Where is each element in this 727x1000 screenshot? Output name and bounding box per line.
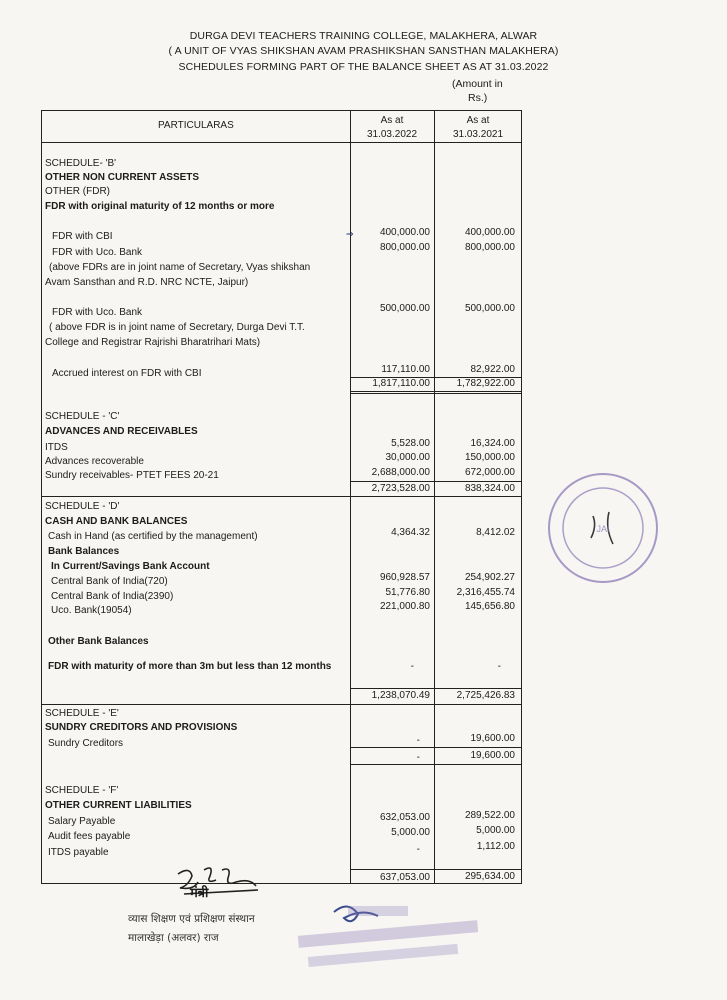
value-2021: - [497,661,501,672]
other-bank-heading: Other Bank Balances [48,636,149,647]
row-label: Advances recoverable [45,456,144,467]
value-2021: 1,112.00 [476,841,515,852]
value-2022: 221,000.80 [379,601,430,612]
fdr-note: (above FDRs are in joint name of Secretary, Vyas shikshan [49,262,311,273]
value-2021: 254,902.27 [464,572,515,583]
value-2021: 150,000.00 [464,452,515,463]
stamp-line-2: मालाखेड़ा (अलवर) राज [128,932,219,944]
column-divider [350,110,351,884]
value-2021: 16,324.00 [470,438,515,449]
institution-stamp [128,910,288,950]
total-2021: 1,782,922.00 [456,378,515,389]
schedule-b-heading: FDR with original maturity of 12 months or more [45,201,275,212]
total-2022: 1,817,110.00 [372,378,430,389]
fdr-note: Avam Sansthan and R.D. NRC NCTE, Jaipur) [45,277,249,288]
total-rule [350,764,522,765]
value-2022: 632,053.00 [379,812,430,823]
total-rule [350,391,522,392]
college-name: DURGA DEVI TEACHERS TRAINING COLLEGE, MALAKHERA, ALWAR [189,30,538,42]
current-savings-heading: In Current/Savings Bank Account [51,561,210,572]
col-2022-header-line1: As at [380,115,404,126]
value-2022: - [410,661,414,672]
value-2022: 117,110.00 [381,364,430,375]
value-2021: 400,000.00 [464,227,515,238]
total-rule [350,869,522,870]
document-title: SCHEDULES FORMING PART OF THE BALANCE SHEET AS AT 31.03.2022 [178,61,549,73]
schedule-b-title: OTHER NON CURRENT ASSETS [45,172,200,183]
total-rule [350,393,522,394]
svg-text:JAI: JAI [596,524,610,534]
row-label: ITDS payable [48,847,109,858]
signature-icon [170,860,270,908]
unit-line: ( A UNIT OF VYAS SHIKSHAN AVAM PRASHIKSHAN SANSTHAN MALAKHERA) [168,45,559,57]
fdr-note: ( above FDR is in joint name of Secretary, Durga Devi T.T. [49,322,305,333]
tick-mark-icon: ⇒ [346,229,354,239]
total-rule [350,481,522,482]
section-divider [41,496,522,497]
value-2021: 19,600.00 [470,733,515,744]
fdr-maturity-label: FDR with maturity of more than 3m but less than 12 months [48,661,332,672]
value-2022: 2,688,000.00 [371,467,430,478]
row-label: Accrued interest on FDR with CBI [52,368,202,379]
value-2022: 5,528.00 [391,438,430,449]
value-2021: 500,000.00 [464,303,515,314]
total-2022: 637,053.00 [379,872,430,883]
value-2022: 960,928.57 [379,572,430,583]
total-2021: 2,725,426.83 [456,690,515,701]
mantri-label: मंत्री [190,886,209,901]
row-label: Sundry Creditors [48,738,124,749]
total-2022: 2,723,528.00 [371,483,430,494]
total-2022: - [416,752,420,763]
schedule-f-title: OTHER CURRENT LIABILITIES [45,800,192,811]
total-2022: 1,238,070.49 [371,690,430,701]
value-2022: - [416,735,420,746]
value-2021: 800,000.00 [464,242,515,253]
particulars-header: PARTICULARAS [158,120,234,131]
total-2021: 295,634.00 [464,871,515,882]
total-2021: 838,324.00 [464,483,515,494]
row-label: Sundry receivables- PTET FEES 20-21 [45,470,219,481]
value-2021: 5,000.00 [476,825,515,836]
value-2021: 82,922.00 [470,364,515,375]
column-divider [434,110,435,884]
value-2022: 400,000.00 [379,227,430,238]
row-label: Cash in Hand (as certified by the management) [48,531,258,542]
value-2022: 30,000.00 [385,452,430,463]
fdr-note: College and Registrar Rajrishi Bharatrihari Mats) [45,337,261,348]
row-label: Audit fees payable [48,831,131,842]
total-rule [350,747,522,748]
value-2021: 8,412.02 [476,527,515,538]
value-2021: 672,000.00 [464,467,515,478]
value-2022: 51,776.80 [385,587,430,598]
schedule-e-label: SCHEDULE - 'E' [45,708,119,719]
row-label: FDR with Uco. Bank [52,307,143,318]
row-label: Central Bank of India(720) [51,576,168,587]
row-label: Salary Payable [48,816,116,827]
row-label: Central Bank of India(2390) [51,591,174,602]
schedule-e-title: SUNDRY CREDITORS AND PROVISIONS [45,722,238,733]
value-2021: 289,522.00 [464,810,515,821]
schedule-f-label: SCHEDULE - 'F' [45,785,119,796]
schedule-c-label: SCHEDULE - 'C' [45,411,120,422]
schedule-c-title: ADVANCES AND RECEIVABLES [45,426,198,437]
value-2022: 800,000.00 [379,242,430,253]
schedule-b-label: SCHEDULE- 'B' [45,158,117,169]
col-2022-header-line2: 31.03.2022 [366,129,418,140]
value-2021: 145,656.80 [464,601,515,612]
value-2022: - [416,844,420,855]
stamp-line-1: व्यास शिक्षण एवं प्रशिक्षण संस्थान [128,913,255,925]
section-divider [41,704,522,705]
principal-stamp-icon [288,898,488,988]
total-rule [350,688,522,689]
value-2021: 2,316,455.74 [456,587,515,598]
row-label: FDR with CBI [52,231,113,242]
schedule-d-label: SCHEDULE - 'D' [45,501,120,512]
schedule-d-title: CASH AND BANK BALANCES [45,516,188,527]
row-label: ITDS [45,442,68,453]
row-label: FDR with Uco. Bank [52,247,143,258]
amount-note-unit: Rs.) [468,92,488,104]
value-2022: 5,000.00 [391,827,430,838]
col-2021-header-line1: As at [466,115,490,126]
header-divider [41,142,522,143]
col-2021-header-line2: 31.03.2021 [452,129,504,140]
amount-note: (Amount in [452,78,503,90]
bank-balances-heading: Bank Balances [48,546,120,557]
total-2021: 19,600.00 [470,750,515,761]
row-label: Uco. Bank(19054) [51,605,132,616]
value-2022: 4,364.32 [391,527,430,538]
auditor-seal-icon [543,468,663,588]
schedule-b-sub: OTHER (FDR) [45,186,110,197]
value-2022: 500,000.00 [379,303,430,314]
